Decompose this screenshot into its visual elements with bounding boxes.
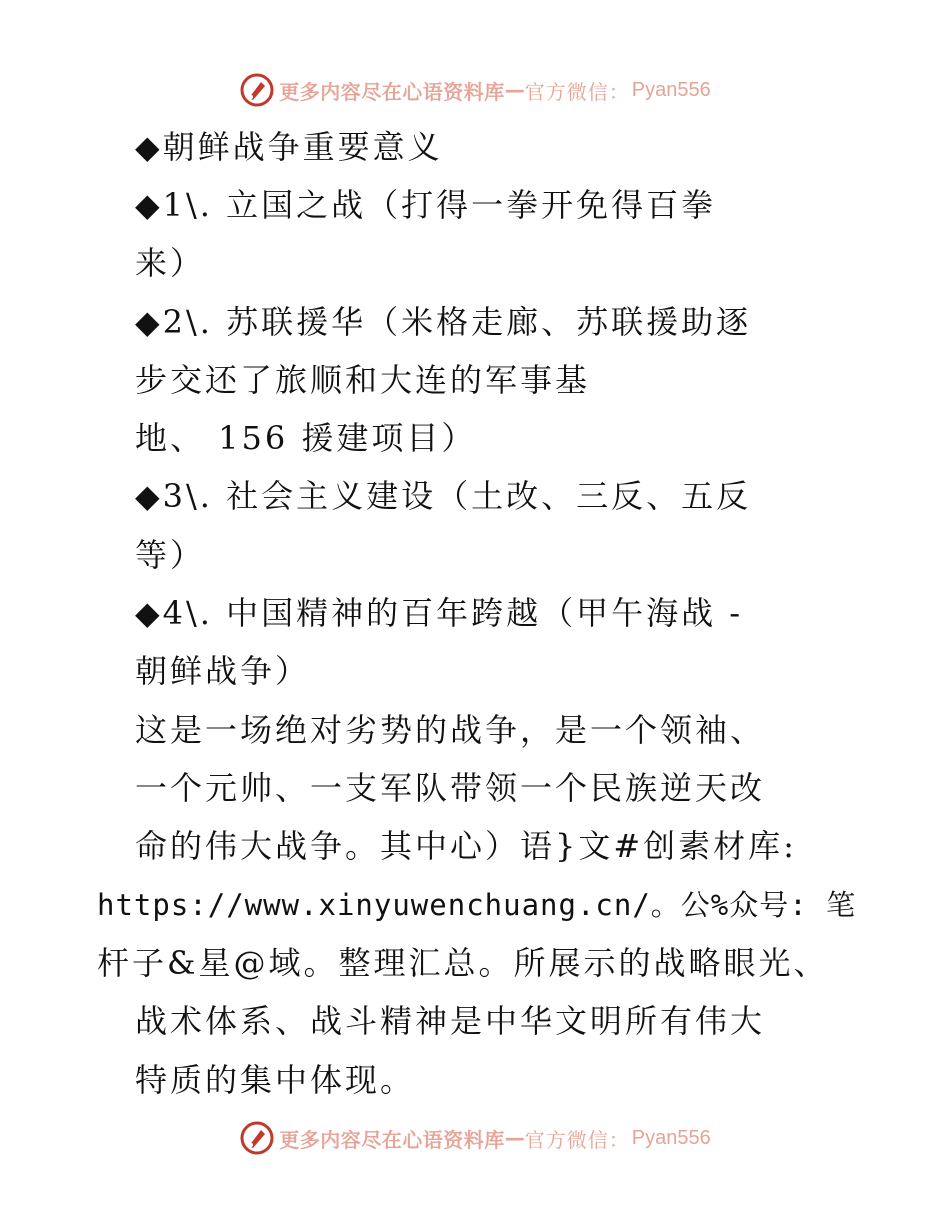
pen-logo-icon (239, 1120, 275, 1156)
text-line: ◆2\. 苏联援华（米格走廊、苏联援助逐 (135, 303, 752, 341)
header-banner (0, 70, 950, 110)
text-line-url: https://www.xinyuwenchuang.cn/。公%众号: 笔 (97, 888, 857, 922)
banner-wechat-id: Pyan556 (631, 1126, 711, 1149)
text-line: 来） (135, 244, 206, 282)
banner-official-label: 官方微信： (524, 79, 630, 104)
text-line: 地、 156 援建项目） (135, 419, 477, 457)
text-line: ◆1\. 立国之战（打得一拳开免得百拳 (135, 186, 717, 224)
text-line: ◆4\. 中国精神的百年跨越（甲午海战 - (135, 594, 744, 632)
text-line: 命的伟大战争。其中心）语}文#创素材库: (135, 827, 797, 865)
text-line: 杆子&星@域。整理汇总。所展示的战略眼光、 (97, 944, 829, 982)
banner-wechat-id: Pyan556 (631, 78, 711, 101)
banner-dash: — (504, 1126, 525, 1150)
footer-banner (0, 1118, 950, 1158)
text-line: 等） (135, 536, 206, 574)
banner-text: 更多内容尽在心语资料库 (279, 79, 505, 104)
text-line: 步交还了旅顺和大连的军事基 (135, 361, 591, 399)
text-line: ◆3\. 社会主义建设（土改、三反、五反 (135, 477, 752, 515)
text-line: 这是一场绝对劣势的战争，是一个领袖、 (135, 711, 766, 749)
text-line: 战术体系、战斗精神是中华文明所有伟大 (135, 1002, 766, 1040)
banner-official-label: 官方微信： (524, 1127, 630, 1152)
banner-dash: — (504, 78, 525, 102)
heading-line: ◆朝鲜战争重要意义 (135, 128, 443, 166)
text-line: 朝鲜战争） (135, 652, 311, 690)
text-line: 一个元帅、一支军队带领一个民族逆天改 (135, 769, 766, 807)
banner-text: 更多内容尽在心语资料库 (279, 1127, 505, 1152)
pen-logo-icon (239, 72, 275, 108)
text-line: 特质的集中体现。 (135, 1061, 416, 1099)
